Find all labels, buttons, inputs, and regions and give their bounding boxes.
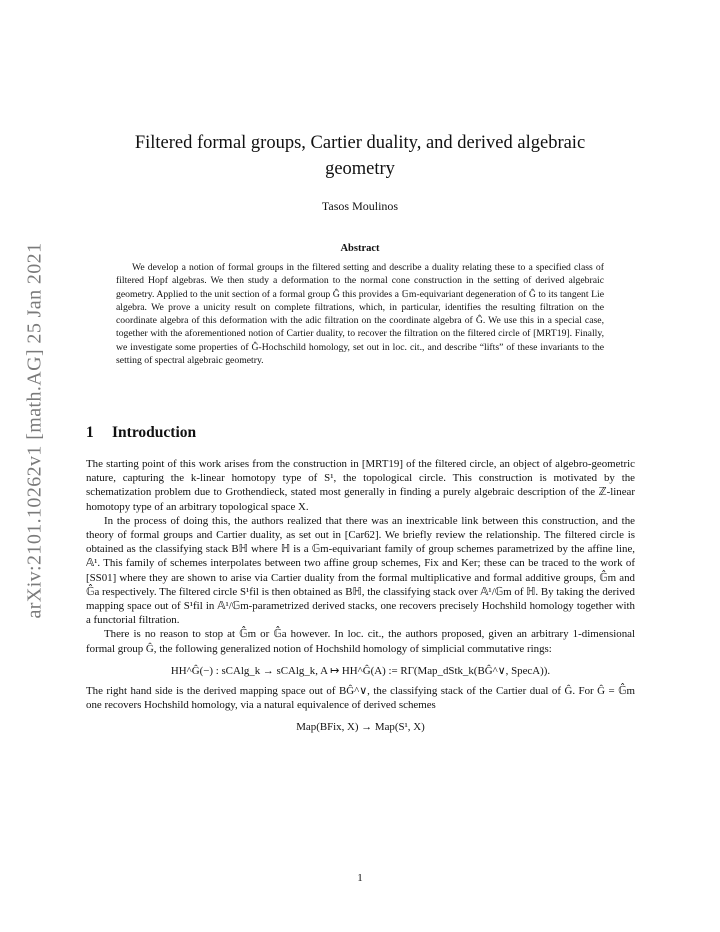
abstract-heading: Abstract bbox=[340, 243, 380, 254]
section-number: 1 bbox=[86, 424, 94, 441]
paper-author: Tasos Moulinos bbox=[321, 199, 399, 213]
display-equation: Map(BFix, X) → Map(S¹, X) bbox=[296, 721, 425, 734]
paragraph: The right hand side is the derived mapping space out of BĜ^∨, the classifying stack of the Cartier dual of Ĝ. For Ĝ = 𝔾̂m one recovers Hochshild homology, via a natural equivalence of derived schemes bbox=[86, 685, 635, 712]
section-title: Introduction bbox=[112, 424, 197, 441]
section-heading bbox=[86, 424, 196, 442]
arxiv-identifier-stamp bbox=[20, 210, 50, 650]
paper-title: Filtered formal groups, Cartier duality, and derived algebraic geometry bbox=[134, 133, 586, 179]
paragraph: In the process of doing this, the authors realized that there was an inextricable link between this construction, and the theory of formal groups and Cartier duality, as set out in [Car62]. We briefly review the relationship. The filtered circle is obtained as the classifying stack Bℍ where ℍ is a 𝔾m-equivariant family of group schemes parametrized by the affine line, 𝔸¹. This family of schemes interpolates between two affine group schemes, Fix and Ker; these can be traced to the work of [SS01] where they are shown to arise via Cartier duality from the formal multiplicative and formal additive groups, 𝔾̂m and 𝔾̂a respectively. The filtered circle S¹fil is then obtained as Bℍ, the classifying stack over 𝔸¹/𝔾m of ℍ. By taking the derived mapping space out of S¹fil in 𝔸¹/𝔾m-parametrized derived stacks, one recovers precisely Hochshild homology together with a functorial filtration. bbox=[86, 514, 635, 627]
paragraph: The starting point of this work arises from the construction in [MRT19] of the filtered circle, an object of algebro-geometric nature, capturing the k-linear homotopy type of S¹, the topological circle. This construction is motivated by the schematization problem due to Grothendieck, stated most generally in finding a purely algebraic description of the ℤ-linear homotopy type of an arbitrary topological space X. bbox=[86, 458, 635, 513]
abstract-text: We develop a notion of formal groups in the filtered setting and describe a duality relating these to a specified class of filtered Hopf algebras. We then study a deformation to the normal cone construction in the setting of derived algebraic geometry. Applied to the unit section of a formal group Ĝ this provides a 𝔾m-equivariant degeneration of Ĝ to its tangent Lie algebra. We prove a unicity result on complete filtrations, which, in particular, identifies the resulting filtration on the coordinate algebra of this deformation with the adic filtration on the coordinate algebra of Ĝ. We use this in a special case, together with the aforementioned notion of Cartier duality, to recover the filtration on the filtered circle of [MRT19]. Finally, we investigate some properties of Ĝ-Hochschild homology, set out in loc. cit., and describe “lifts” of these invariants to the setting of spectral algebraic geometry. bbox=[116, 262, 604, 367]
paragraph: There is no reason to stop at 𝔾̂m or 𝔾̂a however. In loc. cit., the authors proposed, given an arbitrary 1-dimensional formal group Ĝ, the following generalized notion of Hochshild homology of simplicial commutative rings: bbox=[86, 628, 635, 655]
display-equation: HH^Ĝ(−) : sCAlg_k → sCAlg_k, A ↦ HH^Ĝ(A) := RΓ(Map_dStk_k(BĜ^∨, SpecA)). bbox=[170, 664, 551, 677]
page-number: 1 bbox=[357, 872, 363, 884]
body-text bbox=[86, 457, 635, 741]
arxiv-identifier-text: arXiv:2101.10262v1 [math.AG] 25 Jan 2021 bbox=[23, 242, 46, 618]
